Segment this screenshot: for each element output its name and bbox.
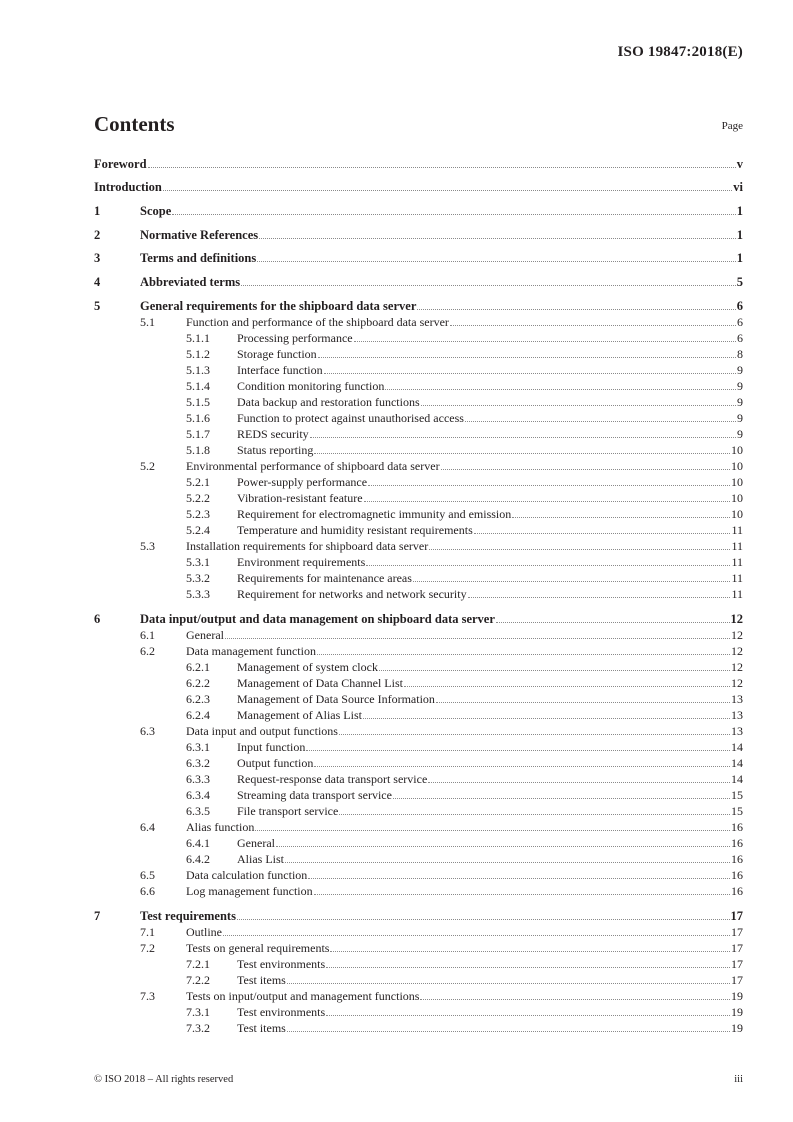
toc-entry[interactable] xyxy=(94,674,743,690)
dot-leader xyxy=(326,967,730,968)
toc-entry-page: 1 xyxy=(736,228,743,242)
dot-leader xyxy=(308,878,730,879)
toc-entry-page: 12 xyxy=(731,644,743,658)
toc-entry-number: 6.1 xyxy=(140,628,155,642)
dot-leader xyxy=(368,485,730,486)
dot-leader xyxy=(404,686,730,687)
toc-entry-number: 6.5 xyxy=(140,868,155,882)
toc-entry-title: Test requirements xyxy=(140,909,236,923)
toc-entry-number: 6.4.1 xyxy=(186,836,210,850)
toc-entry[interactable] xyxy=(94,738,743,754)
toc-entry-number: 5.2.2 xyxy=(186,491,210,505)
toc-entry-page: 10 xyxy=(731,491,743,505)
dot-leader xyxy=(310,437,736,438)
toc-entry-number: 6.3.5 xyxy=(186,804,210,818)
dot-leader xyxy=(428,782,730,783)
toc-entry[interactable] xyxy=(94,1019,743,1035)
toc-entry[interactable] xyxy=(94,955,743,971)
toc-entry-page: 12 xyxy=(730,612,743,626)
document-id: ISO 19847:2018(E) xyxy=(617,44,743,60)
toc-entry-number: 6.3.1 xyxy=(186,740,210,754)
toc-entry-page: 13 xyxy=(731,724,743,738)
toc-entry-page: 14 xyxy=(731,772,743,786)
toc-entry-page: 11 xyxy=(731,523,743,537)
dot-leader xyxy=(385,389,736,390)
toc-entry-number: 5.2.4 xyxy=(186,523,210,537)
dot-leader xyxy=(465,421,736,422)
toc-entry-number: 6.3.4 xyxy=(186,788,210,802)
dot-leader xyxy=(306,750,730,751)
toc-entry-title: Management of Alias List xyxy=(237,708,362,722)
toc-entry-title: Streaming data transport service xyxy=(237,788,392,802)
toc-entry-title: Outline xyxy=(186,925,222,939)
dot-leader xyxy=(413,581,731,582)
toc-entry-page: 17 xyxy=(731,925,743,939)
toc-entry-number: 5.1 xyxy=(140,315,155,329)
toc-entry-page: 9 xyxy=(737,427,743,441)
toc-entry-number: 5.1.1 xyxy=(186,331,210,345)
toc-entry-number: 5.1.4 xyxy=(186,379,210,393)
toc-entry-number: 5.2.3 xyxy=(186,507,210,521)
toc-entry[interactable] xyxy=(94,553,743,569)
dot-leader xyxy=(364,501,730,502)
toc-entry-page: 17 xyxy=(730,909,743,923)
toc-entry-number: 5.1.5 xyxy=(186,395,210,409)
toc-entry[interactable] xyxy=(94,754,743,770)
toc-entry-number: 6 xyxy=(94,612,101,626)
dot-leader xyxy=(421,405,736,406)
dot-leader xyxy=(330,951,730,952)
dot-leader xyxy=(257,261,736,262)
toc-entry-number: 5.3.3 xyxy=(186,587,210,601)
toc-entry[interactable] xyxy=(94,441,743,457)
toc-entry-title: File transport service xyxy=(237,804,339,818)
toc-entry[interactable] xyxy=(94,585,743,601)
toc-entry-page: 16 xyxy=(731,820,743,834)
toc-entry-title: Environment requirements xyxy=(237,555,366,569)
toc-entry[interactable] xyxy=(94,882,743,898)
toc-entry-title: Management of Data Channel List xyxy=(237,676,403,690)
toc-entry-page: 16 xyxy=(731,884,743,898)
toc-entry[interactable] xyxy=(94,521,743,537)
toc-entry-page: 14 xyxy=(731,740,743,754)
dot-leader xyxy=(314,766,730,767)
toc-entry-title: Scope xyxy=(140,204,172,218)
toc-entry[interactable] xyxy=(94,706,743,722)
toc-entry-title: Storage function xyxy=(237,347,317,361)
toc-entry-number: 5.3.1 xyxy=(186,555,210,569)
toc-entry-page: 11 xyxy=(731,587,743,601)
toc-entry-title: Test environments xyxy=(237,1005,326,1019)
toc-entry[interactable] xyxy=(94,923,743,939)
toc-entry-title: Function and performance of the shipboard data server xyxy=(186,315,449,329)
toc-entry-page: 1 xyxy=(736,251,743,265)
toc-entry-title: Terms and definitions xyxy=(140,251,257,265)
toc-entry-title: REDS security xyxy=(237,427,309,441)
toc-entry-title: Output function xyxy=(237,756,314,770)
toc-entry-page: v xyxy=(736,157,743,171)
toc-entry-page: 10 xyxy=(731,507,743,521)
toc-entry-title: Requirements for maintenance areas xyxy=(237,571,412,585)
toc-entry[interactable] xyxy=(94,473,743,489)
toc-entry[interactable] xyxy=(94,770,743,786)
toc-entry-title: Alias function xyxy=(186,820,255,834)
toc-entry[interactable] xyxy=(94,537,743,553)
dot-leader xyxy=(441,469,730,470)
dot-leader xyxy=(326,1015,730,1016)
dot-leader xyxy=(363,718,730,719)
toc-entry-title: Requirement for electromagnetic immunity and emission xyxy=(237,507,512,521)
toc-entry-number: 5.2 xyxy=(140,459,155,473)
dot-leader xyxy=(172,214,736,215)
toc-entry-number: 6.2.3 xyxy=(186,692,210,706)
toc-entry-page: 15 xyxy=(731,804,743,818)
toc-entry-page: 6 xyxy=(737,331,743,345)
toc-entry-page: 12 xyxy=(731,676,743,690)
toc-entry[interactable] xyxy=(94,971,743,987)
toc-entry-number: 5 xyxy=(94,299,101,313)
toc-entry[interactable] xyxy=(94,409,743,425)
toc-entry-number: 5.2.1 xyxy=(186,475,210,489)
dot-leader xyxy=(317,654,730,655)
toc-entry-title: Environmental performance of shipboard data server xyxy=(186,459,440,473)
toc-entry-number: 4 xyxy=(94,275,101,289)
toc-entry-page: 11 xyxy=(731,571,743,585)
toc-entry[interactable] xyxy=(94,987,743,1003)
toc-entry-number: 5.1.8 xyxy=(186,443,210,457)
dot-leader xyxy=(339,734,730,735)
toc-entry-page: 14 xyxy=(731,756,743,770)
toc-entry-page: 10 xyxy=(731,459,743,473)
toc-entry-number: 6.2.1 xyxy=(186,660,210,674)
toc-entry-number: 6.3.3 xyxy=(186,772,210,786)
dot-leader xyxy=(429,549,730,550)
dot-leader xyxy=(225,638,730,639)
dot-leader xyxy=(255,830,730,831)
copyright-notice: © ISO 2018 – All rights reserved xyxy=(94,1074,234,1085)
dot-leader xyxy=(223,935,730,936)
toc-entry[interactable] xyxy=(94,249,743,265)
toc-entry-number: 6.2.2 xyxy=(186,676,210,690)
toc-entry-page: 19 xyxy=(731,1005,743,1019)
toc-entry-number: 5.3.2 xyxy=(186,571,210,585)
toc-entry[interactable] xyxy=(94,361,743,377)
dot-leader xyxy=(379,670,730,671)
toc-entry-title: Input function xyxy=(237,740,306,754)
toc-entry-title: Processing performance xyxy=(237,331,353,345)
toc-entry-page: 17 xyxy=(731,957,743,971)
toc-entry-title: Temperature and humidity resistant requirements xyxy=(237,523,473,537)
toc-entry-title: Data input and output functions xyxy=(186,724,338,738)
toc-entry[interactable] xyxy=(94,658,743,674)
toc-entry[interactable] xyxy=(94,226,743,242)
toc-entry-number: 6.2.4 xyxy=(186,708,210,722)
toc-entry-title: Power-supply performance xyxy=(237,475,368,489)
toc-entry[interactable] xyxy=(94,273,743,289)
dot-leader xyxy=(148,167,736,168)
toc-entry-title: Test environments xyxy=(237,957,326,971)
toc-entry[interactable] xyxy=(94,786,743,802)
toc-entry[interactable] xyxy=(94,489,743,505)
toc-entry-title: Tests on general requirements xyxy=(186,941,330,955)
toc-entry[interactable] xyxy=(94,850,743,866)
toc-entry-title: Foreword xyxy=(94,157,147,171)
toc-entry-number: 6.6 xyxy=(140,884,155,898)
toc-entry-page: 10 xyxy=(731,443,743,457)
toc-entry-title: Log management function xyxy=(186,884,313,898)
toc-entry-page: vi xyxy=(733,180,743,194)
toc-entry[interactable] xyxy=(94,642,743,658)
toc-entry-title: Condition monitoring function xyxy=(237,379,385,393)
dot-leader xyxy=(339,814,730,815)
dot-leader xyxy=(314,894,730,895)
toc-entry[interactable] xyxy=(94,939,743,955)
dot-leader xyxy=(436,702,730,703)
toc-entry-number: 2 xyxy=(94,228,101,242)
dot-leader xyxy=(276,846,730,847)
toc-entry[interactable] xyxy=(94,505,743,521)
toc-entry-title: General xyxy=(186,628,224,642)
toc-entry-number: 7.2.1 xyxy=(186,957,210,971)
toc-entry-page: 16 xyxy=(731,868,743,882)
toc-entry-number: 5.1.3 xyxy=(186,363,210,377)
toc-entry-number: 7.1 xyxy=(140,925,155,939)
toc-entry-page: 19 xyxy=(731,1021,743,1035)
toc-entry-number: 6.4 xyxy=(140,820,155,834)
toc-entry-title: Function to protect against unauthorised access xyxy=(237,411,464,425)
toc-entry-number: 5.1.6 xyxy=(186,411,210,425)
toc-entry-title: Data calculation function xyxy=(186,868,308,882)
toc-entry-page: 11 xyxy=(731,539,743,553)
toc-entry[interactable] xyxy=(94,1003,743,1019)
toc-entry[interactable] xyxy=(94,457,743,473)
toc-entry-number: 7.2 xyxy=(140,941,155,955)
page-number: iii xyxy=(734,1074,743,1085)
toc-entry-title: General xyxy=(237,836,275,850)
toc-entry-title: Request-response data transport service xyxy=(237,772,428,786)
toc-entry-page: 19 xyxy=(731,989,743,1003)
toc-entry-number: 6.3.2 xyxy=(186,756,210,770)
toc-entry-title: Test items xyxy=(237,973,286,987)
toc-entry-page: 13 xyxy=(731,692,743,706)
toc-entry-page: 12 xyxy=(731,660,743,674)
toc-entry-page: 9 xyxy=(737,395,743,409)
toc-entry-title: Management of Data Source Information xyxy=(237,692,435,706)
dot-leader xyxy=(287,1031,730,1032)
toc-entry-number: 7.3 xyxy=(140,989,155,1003)
toc-entry-page: 9 xyxy=(737,379,743,393)
toc-entry-title: Management of system clock xyxy=(237,660,378,674)
dot-leader xyxy=(324,373,736,374)
toc-entry-title: Introduction xyxy=(94,180,162,194)
toc-entry-title: Tests on input/output and management functions xyxy=(186,989,420,1003)
dot-leader xyxy=(163,190,732,191)
dot-leader xyxy=(318,357,736,358)
dot-leader xyxy=(393,798,730,799)
toc-entry-title: General requirements for the shipboard data server xyxy=(140,299,417,313)
toc-entry[interactable] xyxy=(94,834,743,850)
toc-entry-number: 5.1.7 xyxy=(186,427,210,441)
toc-entry-page: 11 xyxy=(731,555,743,569)
toc-entry-number: 5.3 xyxy=(140,539,155,553)
dot-leader xyxy=(285,862,730,863)
page-title: Contents xyxy=(94,112,175,136)
toc-entry[interactable] xyxy=(94,155,743,171)
dot-leader xyxy=(237,919,730,920)
toc-entry[interactable] xyxy=(94,569,743,585)
toc-entry-number: 7.3.1 xyxy=(186,1005,210,1019)
toc-entry-page: 17 xyxy=(731,973,743,987)
toc-entry-page: 5 xyxy=(736,275,743,289)
dot-leader xyxy=(474,533,731,534)
toc-entry[interactable] xyxy=(94,377,743,393)
toc-entry-page: 16 xyxy=(731,852,743,866)
toc-entry-number: 6.2 xyxy=(140,644,155,658)
toc-entry[interactable] xyxy=(94,610,743,626)
toc-entry-title: Requirement for networks and network security xyxy=(237,587,467,601)
dot-leader xyxy=(354,341,736,342)
toc-entry-page: 6 xyxy=(736,299,743,313)
toc-entry-page: 16 xyxy=(731,836,743,850)
toc-entry-title: Data backup and restoration functions xyxy=(237,395,420,409)
toc-entry-title: Status reporting xyxy=(237,443,314,457)
toc-entry-title: Installation requirements for shipboard data server xyxy=(186,539,429,553)
toc-entry-number: 6.3 xyxy=(140,724,155,738)
toc-entry-title: Normative References xyxy=(140,228,259,242)
dot-leader xyxy=(496,622,730,623)
toc-entry-number: 5.1.2 xyxy=(186,347,210,361)
dot-leader xyxy=(314,453,730,454)
toc-entry-number: 6.4.2 xyxy=(186,852,210,866)
toc-entry-page: 8 xyxy=(737,347,743,361)
page-column-label: Page xyxy=(721,120,743,132)
toc-entry[interactable] xyxy=(94,626,743,642)
toc-entry-title: Vibration-resistant feature xyxy=(237,491,363,505)
toc-entry-page: 9 xyxy=(737,363,743,377)
toc-entry-title: Data input/output and data management on shipboard data server xyxy=(140,612,495,626)
toc-entry-page: 17 xyxy=(731,941,743,955)
contents-header xyxy=(94,112,743,140)
dot-leader xyxy=(450,325,736,326)
toc-entry[interactable] xyxy=(94,297,743,313)
dot-leader xyxy=(512,517,730,518)
toc-entry-number: 7 xyxy=(94,909,101,923)
toc-entry[interactable] xyxy=(94,818,743,834)
dot-leader xyxy=(259,238,736,239)
toc-entry-page: 12 xyxy=(731,628,743,642)
toc-entry-number: 1 xyxy=(94,204,101,218)
toc-entry-title: Interface function xyxy=(237,363,323,377)
toc-entry[interactable] xyxy=(94,907,743,923)
toc-entry-page: 15 xyxy=(731,788,743,802)
toc-entry-page: 13 xyxy=(731,708,743,722)
toc-entry[interactable] xyxy=(94,178,743,194)
toc-entry-title: Alias List xyxy=(237,852,284,866)
dot-leader xyxy=(241,285,736,286)
toc-entry-number: 7.3.2 xyxy=(186,1021,210,1035)
toc-entry[interactable] xyxy=(94,690,743,706)
toc-entry[interactable] xyxy=(94,866,743,882)
dot-leader xyxy=(420,999,730,1000)
toc-entry-title: Data management function xyxy=(186,644,316,658)
dot-leader xyxy=(417,309,735,310)
dot-leader xyxy=(468,597,731,598)
toc-entry-number: 7.2.2 xyxy=(186,973,210,987)
toc-entry[interactable] xyxy=(94,722,743,738)
toc-entry-page: 6 xyxy=(737,315,743,329)
toc-entry-title: Abbreviated terms xyxy=(140,275,241,289)
toc-entry-page: 10 xyxy=(731,475,743,489)
toc-entry[interactable] xyxy=(94,202,743,218)
dot-leader xyxy=(287,983,730,984)
toc-entry[interactable] xyxy=(94,313,743,329)
toc-entry[interactable] xyxy=(94,345,743,361)
toc-entry-page: 9 xyxy=(737,411,743,425)
toc-entry-page: 1 xyxy=(736,204,743,218)
toc-entry[interactable] xyxy=(94,393,743,409)
toc-entry[interactable] xyxy=(94,329,743,345)
toc-entry[interactable] xyxy=(94,802,743,818)
dot-leader xyxy=(366,565,730,566)
toc-entry-title: Test items xyxy=(237,1021,286,1035)
toc-entry-number: 3 xyxy=(94,251,101,265)
toc-entry[interactable] xyxy=(94,425,743,441)
